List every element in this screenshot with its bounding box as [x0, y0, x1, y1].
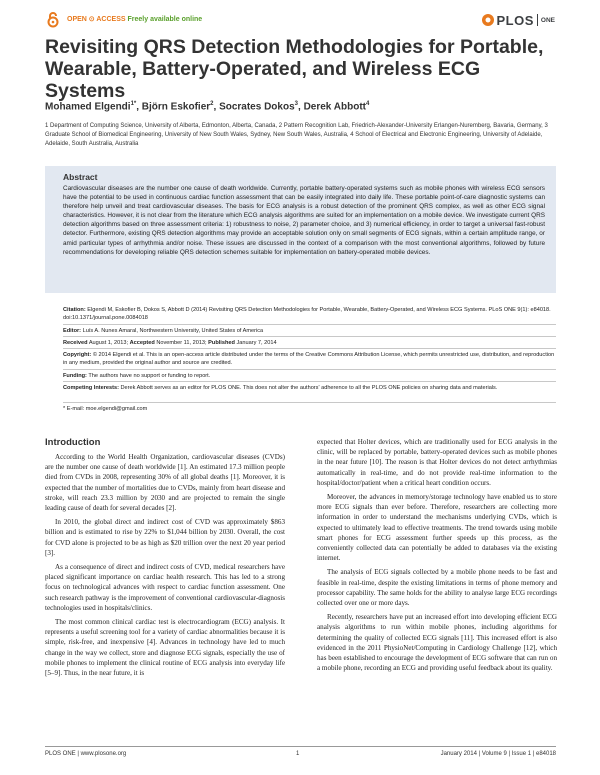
- open-access-lock-glyph: ⊙: [88, 16, 95, 23]
- abstract-box: [45, 166, 556, 293]
- paragraph: The analysis of ECG signals collected by a mobile phone needs to be fast and feasible in real-time, despite the existing limitations in terms of phone memory and processor capability. The same holds for the ability to analyse large ECG recordings collected over one or more days.: [317, 568, 557, 608]
- abstract-text: Cardiovascular diseases are the number one cause of death worldwide. Currently, portable battery-operated systems such as mobile phones with wireless ECG sensors have the potential to be used in continuous cardiac function assessment that can be easily integrated into daily life. These portable point-of-care diagnostic systems can therefore help unveil and treat cardiovascular diseases. The basis for ECG analysis is a robust detection of the prominent QRS complex, as well as other ECG signal characteristics. However, it is not clear from the literature which ECG analysis algorithms are suited for an implementation on a mobile device. We investigate current QRS detection algorithms based on three assessment criteria: 1) robustness to noise, 2) parameter choice, and 3) numerical efficiency, in order to target a universal fast-robust detector. Furthermore, existing QRS detection algorithms may provide an acceptable solution only on small segments of ECG signals, within a certain amplitude range, or amid particular types of arrhythmia and/or noise. These issues are discussed in the context of a comparison with the most conventional algorithms, followed by future recommendations for developing reliable QRS detection schemes suitable for implementation on battery-operated mobile devices.: [63, 185, 545, 256]
- paragraph: expected that Holter devices, which are traditionally used for ECG analysis in the clinic, will be replaced by portable, battery-operated devices such as mobile phones in the near future [10]. The reason is that Holter devices do not detect arrhythmias automatically in real-time, and do not provide real-time information to the hospital/doctor/patient when a critical heart condition occurs.: [317, 438, 557, 487]
- competing-interests: Competing Interests: Derek Abbott serves as an editor for PLOS ONE. This does not alter the authors' adherence to all the PLOS ONE policies on sharing data and materials.: [63, 385, 498, 391]
- author-list: Mohamed Elgendi$^{1*}$, Björn Eskofier$^2$, Socrates Dokos$^3$, Derek Abbott$^4$: [45, 101, 370, 113]
- paragraph: The most common clinical cardiac test is electrocardiogram (ECG) analysis. It represents a useful screening tool for a variety of cardiac abnormalities because it is simple, risk-free, and inexpensive [4]. Advances in technology have led to much change in the way we collect, store and diagnose ECG signals, especially the use of mobile phones to implement the clinical routine of ECG analysis into everyday life [5–9]. Thus, in the near future, it is: [45, 618, 285, 678]
- section-heading-introduction: Introduction: [45, 437, 101, 448]
- funding: Funding: The authors have no support or funding to report.: [63, 373, 211, 379]
- author-name: Derek Abbott: [303, 101, 366, 113]
- citation: Citation: Elgendi M, Eskofier B, Dokos S, Abbott D (2014) Revisiting QRS Detection Methodologies for Portable, Wearable, Battery-Operated, and Wireless ECG Systems. PLoS ONE 9(1): e84018. doi:10.1371/journal.pone.0084018: [63, 307, 551, 321]
- author-name: Björn Eskofier: [141, 101, 211, 113]
- paragraph: As a consequence of direct and indirect costs of CVD, medical researchers have placed significant importance on cardiac health research. This has led to a strong focus on technological advances with respect to cardiac function assessment. One such research pathway is the improvement of conventional cardiovascular-diagnosis technologies used in hospitals/clinics.: [45, 563, 285, 612]
- footer-journal: PLOS ONE | www.plosone.org: [45, 751, 127, 757]
- editor: Editor: Luís A. Nunes Amaral, Northwestern University, United States of America: [63, 328, 264, 334]
- right-column: [317, 437, 557, 677]
- copyright: Copyright: © 2014 Elgendi et al. This is an open-access article distributed under the terms of the Creative Commons Attribution License, which permits unrestricted use, distribution, and reproduction in any medium, provided the original author and source are credited.: [63, 352, 555, 366]
- journal-header: [45, 11, 555, 29]
- plos-one-logo: PLOS ONE: [481, 12, 556, 28]
- footer-issue: January 2014 | Volume 9 | Issue 1 | e84018: [440, 751, 556, 757]
- dates: Received August 1, 2013; Accepted November 11, 2013; Published January 7, 2014: [63, 340, 277, 346]
- paragraph: According to the World Health Organization, cardiovascular diseases (CVDs) are the number one cause of death worldwide [1]. An estimated 17.3 million people died from CVDs in 2008, representing 30% of all global deaths [1]. Moreover, it is expected that the number of mortalities due to CVDs, mainly from heart disease and stroke, will reach 23.3 million by 2030 and are projected to remain the single leading cause of death for several decades [2].: [45, 453, 285, 513]
- affiliations: 1 Department of Computing Science, University of Alberta, Edmonton, Alberta, Canada, 2 Pattern Recognition Lab, Friedrich-Alexander-University Erlangen-Nuremberg, Bavaria, Germany, 3 Graduate School of Biomedical Engineering, University of New South Wales, Sydney, New South Wales, Australia, 4 School of Electrical and Electronic Engineering, University of Adelaide, Adelaide, South Australia, Australia: [45, 123, 548, 147]
- article-title: Revisiting QRS Detection Methodologies for Portable, Wearable, Battery-Operated, and Wireless ECG Systems: [45, 36, 544, 102]
- paragraph: Moreover, the advances in memory/storage technology have enabled us to store more ECG signals than ever before. Therefore, researchers are collecting more information in order to understand the mechanisms underlying CVDs, which is expected to ultimately lead to effective treatments. The trend towards using mobile smart phones for ECG assessment further speeds up this process, as the conveniently collected data can potentially be added to databases via the existing internet.: [317, 493, 557, 563]
- abstract-heading: Abstract: [63, 172, 98, 182]
- open-access-label: OPEN ⊙ ACCESS Freely available online: [67, 16, 203, 23]
- author-name: Mohamed Elgendi: [45, 101, 131, 113]
- open-access-lock-icon: [45, 12, 61, 28]
- left-column: [45, 452, 285, 682]
- email: * E-mail: moe.elgendi@gmail.com: [63, 406, 148, 412]
- plos-logo-icon: [481, 13, 495, 27]
- paragraph: In 2010, the global direct and indirect cost of CVD was approximately $863 billion and is estimated to rise by 22% to $1,044 billion by 2030. Overall, the cost for CVD alone is projected to be as high as $20 trillion over the next 20 year period [3].: [45, 518, 285, 557]
- author-name: Socrates Dokos: [219, 101, 295, 113]
- paragraph: Recently, researchers have put an increased effort into developing efficient ECG analysis algorithms to run within mobile phones, including algorithms for determining the quality of collected ECG signals [11]. This increased effort is also evidenced in the 2011 PhysioNet/Computing in Cardiology Challenge [12], which has been established to encourage the development of ECG software that can run on a mobile phone, recording an ECG and providing useful feedback about its quality.: [317, 613, 557, 673]
- page-number: 1: [296, 751, 300, 757]
